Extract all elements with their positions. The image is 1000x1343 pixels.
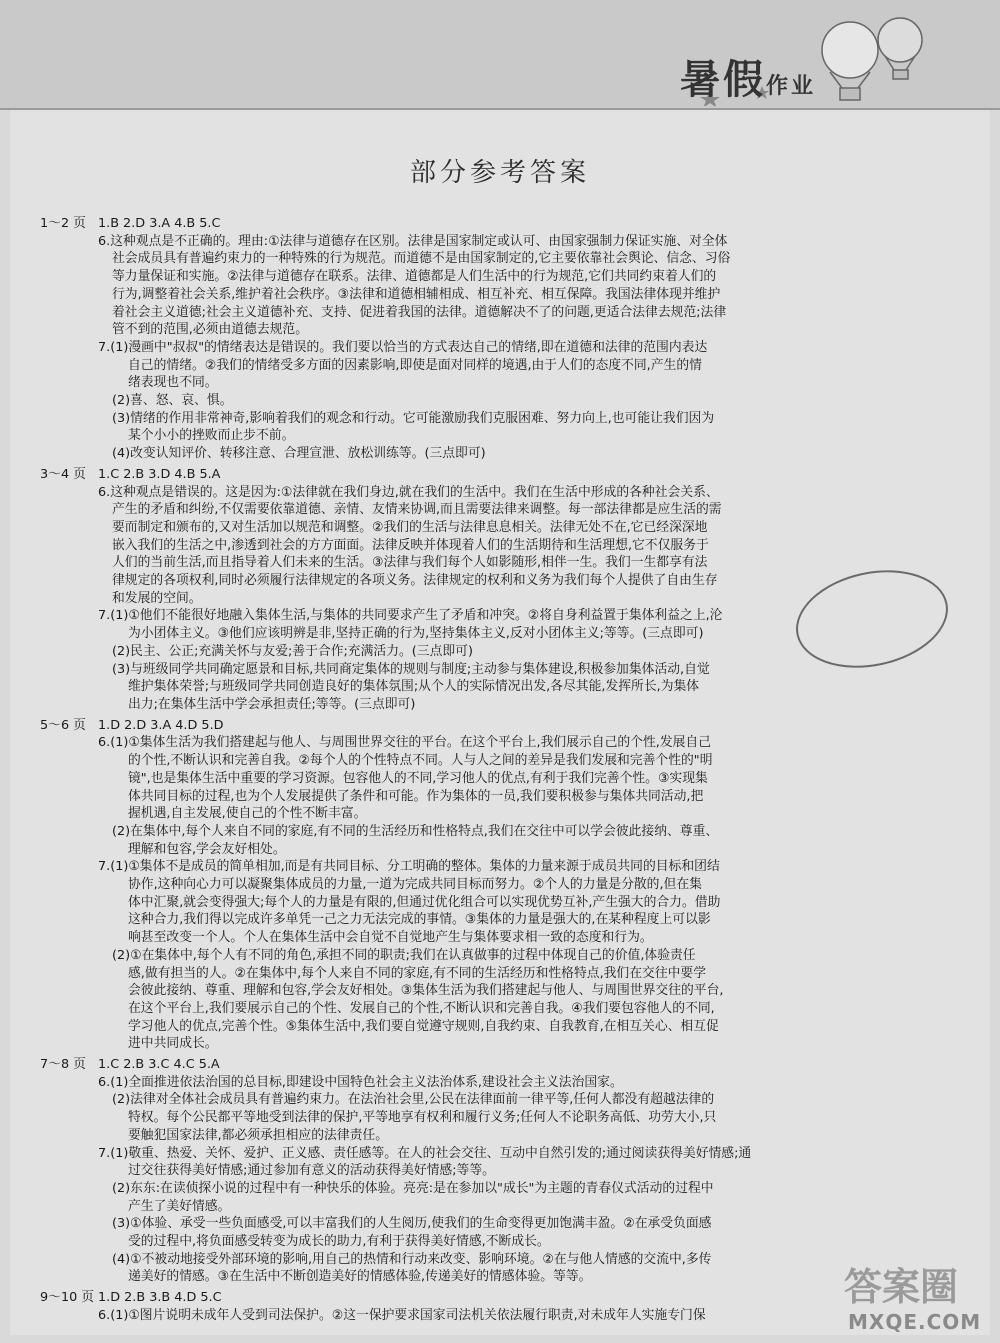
- answer-line: 响甚至改变一个人。个人在集体生活中会自觉不自觉地产生与集体要求相一致的态度和行为。: [128, 930, 653, 946]
- answer-line: 7.(1)漫画中"叔叔"的情绪表达是错误的。我们要以恰当的方式表达自己的情绪,即在道德和法律的范围内表达: [98, 339, 708, 355]
- answer-line: 1.C 2.B 3.C 4.C 5.A: [98, 1057, 220, 1073]
- answer-section: [40, 215, 950, 463]
- answer-line: 管不到的范围,必须由道德去规范。: [112, 322, 309, 338]
- answer-line: 维护集体荣誉;与班级同学共同创造良好的集体氛围;从个人的实际情况出发,各尽其能,发挥所长,为集体: [128, 679, 700, 695]
- answer-line: 出力;在集体生活中学会承担责任;等等。(三点即可): [128, 696, 416, 712]
- answer-line: (4)改变认知评价、转移注意、合理宣泄、放松训练等。(三点即可): [112, 446, 486, 462]
- header-band: [0, 0, 1000, 110]
- logo-main-text: 暑假: [680, 56, 766, 103]
- section-body: [98, 1289, 950, 1324]
- answer-line: 社会成员具有普遍约束力的一种特殊的行为规范。而道德不是由国家制定的,它主要依靠社会舆论、信念、习俗: [112, 251, 731, 267]
- logo-small-text: 作业: [766, 73, 817, 99]
- answer-line: (4)①不被动地接受外部环境的影响,用自己的热情和行动来改变、影响环境。②在与他人情感的交流中,多传: [112, 1251, 712, 1267]
- answer-line: 感,做有担当的人。②在集体中,每个人来自不同的家庭,有不同的生活经历和性格特点,我们在交往中要学: [128, 965, 707, 981]
- answer-line: 镜",也是集体生活中重要的学习资源。包容他人的不同,学习他人的优点,有利于我们完善个性。③实现集: [128, 770, 708, 786]
- answer-line: (2)东东:在读侦探小说的过程中有一种快乐的体验。亮亮:是在参加以"成长"为主题的青春仪式活动的过程中: [112, 1180, 714, 1196]
- answer-line: 7.(1)①他们不能很好地融入集体生活,与集体的共同要求产生了矛盾和冲突。②将自身利益置于集体利益之上,沦: [98, 608, 723, 624]
- section-body: [98, 215, 950, 463]
- section-body: [98, 1056, 950, 1286]
- answer-line: 1.B 2.D 3.A 4.B 5.C: [98, 216, 221, 231]
- answer-line: 某个小小的挫败而止步不前。: [128, 428, 295, 444]
- answer-line: 握机遇,自主发展,使自己的个性不断丰富。: [128, 806, 367, 822]
- answer-line: (2)①在集体中,每个人有不同的角色,承担不同的职责;我们在认真做事的过程中体现自己的价值,体验责任: [112, 947, 696, 963]
- answer-line: 绪表现也不同。: [128, 375, 218, 391]
- answer-line: 6.(1)①图片说明未成年人受到司法保护。②这一保护要求国家司法机关依法履行职责,对未成年人实施专门保: [98, 1307, 706, 1323]
- answer-section: [40, 1056, 950, 1286]
- answer-line: 7.(1)①集体不是成员的简单相加,而是有共同目标、分工明确的整体。集体的力量来源于成员共同的目标和团结: [98, 859, 720, 875]
- answer-line: 行为,调整着社会关系,维护着社会秩序。③法律和道德相辅相成、相互补充、相互保障。我国法律体现并维护: [112, 286, 721, 302]
- answer-line: 1.D 2.B 3.B 4.D 5.C: [98, 1290, 222, 1306]
- answer-line: (3)情绪的作用非常神奇,影响着我们的观念和行动。它可能激励我们克服困难、努力向上,也可能让我们因为: [112, 410, 715, 426]
- answer-line: 学习他人的优点,完善个性。⑤集体生活中,我们要自觉遵守规则,自我约束、自我教育,在相互关心、相互促: [128, 1018, 719, 1034]
- answer-line: 产生的矛盾和纠纷,不仅需要依靠道德、亲情、友情来协调,而且需要法律来调整。每一部法律都是应生活的需: [112, 502, 722, 518]
- answer-line: 6.(1)全面推进依法治国的总目标,即建设中国特色社会主义法治体系,建设社会主义法治国家。: [98, 1074, 623, 1090]
- answer-line: 1.C 2.B 3.D 4.B 5.A: [98, 466, 221, 482]
- answer-line: (2)民主、公正;充满关怀与友爱;善于合作;充满活力。(三点即可): [112, 643, 473, 659]
- answer-line: 7.(1)敬重、热爱、关怀、爱护、正义感、责任感等。在人的社会交往、互动中自然引发的;通过阅读获得美好情感;通: [98, 1145, 752, 1161]
- answer-line: 人们的当前生活,而且指导着人们未来的生活。③法律与我们每个人如影随形,相伴一生。我们一生都享有法: [112, 555, 708, 571]
- watermark-url: MXQE.COM: [848, 1310, 982, 1334]
- answer-line: 6.(1)①集体生活为我们搭建起与他人、与周围世界交往的平台。在这个平台上,我们展示自己的个性,发展自己: [98, 735, 712, 751]
- answer-line: 进中共同成长。: [128, 1036, 218, 1052]
- section-page-label: 1～2 页: [40, 216, 86, 231]
- answer-content: [40, 215, 950, 1328]
- answer-line: (3)与班级同学共同确定愿景和目标,共同商定集体的规则与制度;主动参与集体建设,积极参加集体活动,自觉: [112, 661, 710, 677]
- answer-line: 体共同目标的过程,也为个人发展提供了条件和可能。作为集体的一员,我们要积极参与集体共同活动,把: [128, 788, 704, 804]
- answer-line: 这种合力,我们得以完成许多单凭一己之力无法完成的事情。③集体的力量是强大的,在某种程度上可以影: [128, 912, 711, 928]
- answer-line: (2)喜、怒、哀、惧。: [112, 393, 233, 409]
- answer-line: (3)①体验、承受一些负面感受,可以丰富我们的人生阅历,使我们的生命变得更加饱满丰盈。②在承受负面感: [112, 1216, 712, 1232]
- answer-line: 要而制定和颁布的,又对生活加以规范和调整。②我们的生活与法律息息相关。法律无处不在,它已经深深地: [112, 519, 708, 535]
- watermark: [840, 1258, 990, 1336]
- page-title: 部分参考答案: [409, 158, 590, 188]
- watermark-logo-text: 答案圈: [844, 1265, 959, 1309]
- answer-line: 自己的情绪。②我们的情绪受多方面的因素影响,即使是面对同样的境遇,由于人们的态度不同,产生的情: [128, 357, 702, 373]
- answer-line: 理解和包容,学会友好相处。: [128, 841, 286, 857]
- answer-line: 着社会主义道德;社会主义道德补充、支持、促进着我国的法律。道德解决不了的问题,更适合法律去规范;法律: [112, 304, 727, 320]
- answer-line: 协作,这种向心力可以凝聚集体成员的力量,一道为完成共同目标而努力。②个人的力量是分散的,但在集: [128, 877, 702, 893]
- answer-line: 要触犯国家法律,都必须承担相应的法律责任。: [128, 1127, 389, 1143]
- answer-line: 律规定的各项权利,同时必须履行法律规定的各项义务。法律规定的权利和义务为我们每个人提供了自由生存: [112, 573, 718, 589]
- answer-line: 在这个平台上,我们要展示自己的个性、发展自己的个性,不断认识和完善自我。④我们要包容他人的不同,: [128, 1000, 715, 1016]
- watermark-logo: [840, 1258, 990, 1314]
- answer-line: 体中汇聚,就会变得强大;每个人的力量是有限的,但通过优化组合可以实现优势互补,产生强大的合力。借助: [128, 894, 721, 910]
- answer-line: 的个性,不断认识和完善自我。②每个人的个性特点不同。人与人之间的差异是我们发展和完善个性的"明: [128, 753, 713, 769]
- answer-line: 等力量保证和实施。②法律与道德存在联系。法律、道德都是人们生活中的行为规范,它们共同约束着人们的: [112, 269, 717, 285]
- answer-line: 受的过程中,将负面感受转变为成长的助力,有利于获得美好情感,不断成长。: [128, 1234, 550, 1250]
- answer-line: (2)在集体中,每个人来自不同的家庭,有不同的生活经历和性格特点,我们在交往中可以学会彼此接纳、尊重、: [112, 823, 719, 839]
- answer-section: [40, 466, 950, 714]
- summer-homework-logo: [650, 10, 990, 106]
- answer-line: 过交往获得美好情感;通过参加有意义的活动获得美好情感;等等。: [128, 1163, 495, 1179]
- section-page-label: 3～4 页: [40, 466, 86, 482]
- answer-line: 6.这种观点是不正确的。理由:①法律与道德存在区别。法律是国家制定或认可、由国家强制力保证实施、对全体: [98, 233, 728, 249]
- answer-line: 产生了美好情感。: [128, 1198, 231, 1214]
- answer-line: 6.这种观点是错误的。这是因为:①法律就在我们身边,就在我们的生活中。我们在生活中形成的各种社会关系、: [98, 484, 719, 500]
- answer-line: 会彼此接纳、尊重、理解和包容,学会友好相处。③集体生活为我们搭建起与他人、与周围世界交往的平台,: [128, 983, 724, 999]
- answer-line: 特权。每个公民都平等地受到法律的保护,平等地享有权利和履行义务;任何人不论职务高低、功劳大小,只: [128, 1110, 717, 1126]
- answer-line: 和发展的空间。: [112, 590, 202, 606]
- section-body: [98, 717, 950, 1053]
- logo-text: [680, 48, 816, 105]
- section-page-label: 5～6 页: [40, 717, 86, 733]
- answer-line: 为小团体主义。③他们应该明辨是非,坚持正确的行为,坚持集体主义,反对小团体主义;等等。(三点即可): [128, 626, 704, 642]
- answer-section: [40, 1289, 950, 1324]
- answer-section: [40, 717, 950, 1053]
- answer-line: 递美好的情感。③在生活中不断创造美好的情感体验,传递美好的情感体验。等等。: [128, 1269, 592, 1285]
- section-page-label: 9～10 页: [40, 1290, 95, 1306]
- section-page-label: 7～8 页: [40, 1057, 86, 1073]
- answer-line: 1.D 2.D 3.A 4.D 5.D: [98, 717, 224, 733]
- answer-line: 嵌入我们的生活之中,渗透到社会的方方面面。法律反映并体现着人们的生活期待和生活理想,它不仅服务于: [112, 537, 709, 553]
- answer-line: (2)法律对全体社会成员具有普遍约束力。在法治社会里,公民在法律面前一律平等,任何人都没有超越法律的: [112, 1092, 715, 1108]
